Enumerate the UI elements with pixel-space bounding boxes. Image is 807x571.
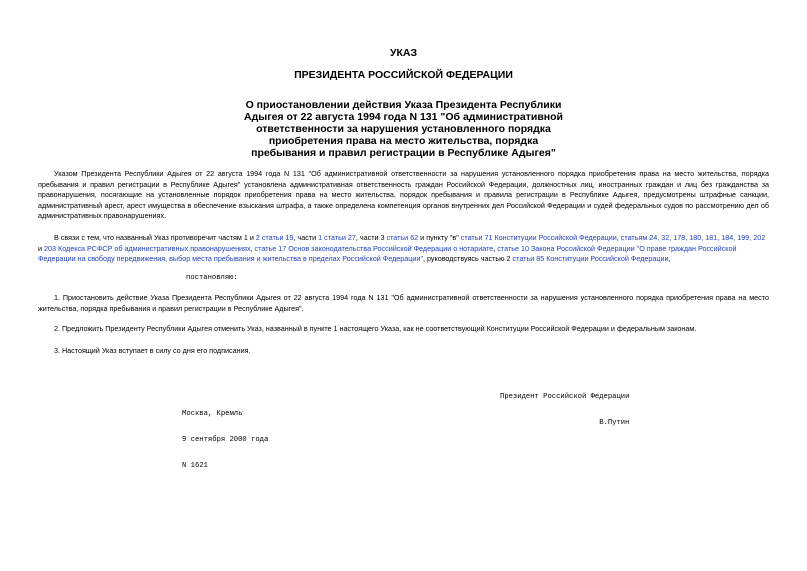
law-reference-link[interactable]: 1 статьи 27 xyxy=(318,233,356,242)
law-reference-link[interactable]: статьи 85 Конституции Российской Федерации xyxy=(512,254,669,264)
item-2-paragraph xyxy=(38,324,769,335)
text-run: и пункту "в" xyxy=(418,233,461,242)
text-run: В связи с тем, что названный Указ противоречит частям 1 и xyxy=(54,233,256,242)
issuer-heading: ПРЕЗИДЕНТА РОССИЙСКОЙ ФЕДЕРАЦИИ xyxy=(294,69,513,81)
signatory-position: Президент Российской Федерации xyxy=(500,392,630,401)
text-run: , части 3 xyxy=(355,233,387,242)
law-reference-link[interactable]: статье 17 Основ законодательства Российской Федерации о нотариате xyxy=(254,243,494,253)
text-run: , руководствуясь частью 2 xyxy=(422,254,513,264)
title-line: О приостановлении действия Указа Президента Республики xyxy=(245,99,562,111)
title-line: ответственности за нарушения установленного порядка xyxy=(256,123,551,135)
preamble-paragraph xyxy=(38,169,769,222)
text-run: , части xyxy=(293,233,319,242)
paragraph-line: жительства, порядка пребывания и правил регистрации в Республике Адыгея". xyxy=(38,303,304,313)
signing-date: 9 сентября 2000 года xyxy=(182,435,269,444)
resolution-word: постановляю: xyxy=(186,274,238,282)
law-reference-link[interactable]: 2 статьи 19 xyxy=(255,233,294,242)
title-line: Адыгея от 22 августа 1994 года N 131 "Об административной xyxy=(244,111,563,123)
paragraph-line: 3. Настоящий Указ вступает в силу со дня его подписания. xyxy=(54,346,251,355)
text-run: , xyxy=(616,233,621,242)
paragraph-line: 2. Предложить Президенту Республики Адыгея отменить Указ, названный в пункте 1 настоящего Указа, как не соответствующий Конституции Российской Федерации и федеральным законам. xyxy=(54,324,697,333)
paragraph-line xyxy=(38,233,769,244)
law-reference-link[interactable]: статьи 62 xyxy=(386,233,419,242)
legal-basis-paragraph xyxy=(38,233,769,265)
document-type-heading: УКАЗ xyxy=(389,47,418,59)
paragraph-line: пребывания и правил регистрации в Республике Адыгея" установлена административная ответственность граждан Российской Федерации, должностных лиц, иностранных граждан и лиц без гражданства за xyxy=(38,179,769,189)
law-reference-link[interactable]: 203 Кодекса РСФСР об административных правонарушениях xyxy=(44,243,251,253)
paragraph-line: административный арест, арест имущества в обеспечение взыскания штрафа, а также определена компетенция органов внутренних дел Российской Федерации и судей федеральных судов по рассмотрению дел об xyxy=(38,200,769,210)
item-3-paragraph xyxy=(38,346,769,357)
text-run: , xyxy=(250,243,255,253)
place-date-block xyxy=(182,392,268,489)
text-run: , xyxy=(668,254,671,264)
paragraph-line xyxy=(38,254,769,265)
item-1-paragraph xyxy=(38,293,769,314)
signature-block xyxy=(500,375,629,445)
paragraph-line: 1. Приостановить действие Указа Президента Республики Адыгея от 22 августа 1994 года N 131 "Об административной ответственности за нарушения установленного порядка приобретения права на место xyxy=(54,293,769,302)
title-line: приобретения права на место жительства, порядка xyxy=(268,135,539,147)
title-line: пребывания и правил регистрации в Республике Адыгея" xyxy=(251,147,556,159)
paragraph-line: административных правонарушениях. xyxy=(38,211,167,221)
paragraph-line xyxy=(38,244,769,255)
law-reference-link[interactable]: статьям 24, 32, 178, 180, 181, 184, 199, 202 xyxy=(620,233,766,242)
signing-place: Москва, Кремль xyxy=(182,409,243,418)
law-reference-link[interactable]: статьи 71 Конституции Российской Федерации xyxy=(460,233,617,242)
paragraph-line: правонарушения, посягающие на установленные порядок приобретения права на место жительства, порядок пребывания и правила регистрации в Республике Адыгея, предусмотрены штрафные санкции, xyxy=(38,190,769,200)
document-number: N 1621 xyxy=(182,462,208,471)
text-run: , xyxy=(493,243,498,253)
law-reference-link[interactable]: Федерации на свободу передвижения, выбор места пребывания и жительства в пределах Российской Федерации" xyxy=(38,254,423,264)
law-reference-link[interactable]: статье 10 Закона Российской Федерации "О праве граждан Российской xyxy=(497,243,737,253)
paragraph-line: Указом Президента Республики Адыгея от 22 августа 1994 года N 131 "Об административной ответственности за нарушения установленного порядка приобретения права на место жительства, порядка xyxy=(54,169,769,178)
document-title xyxy=(230,99,577,159)
text-run: и xyxy=(38,243,45,253)
signatory-name: В.Путин xyxy=(599,418,630,427)
